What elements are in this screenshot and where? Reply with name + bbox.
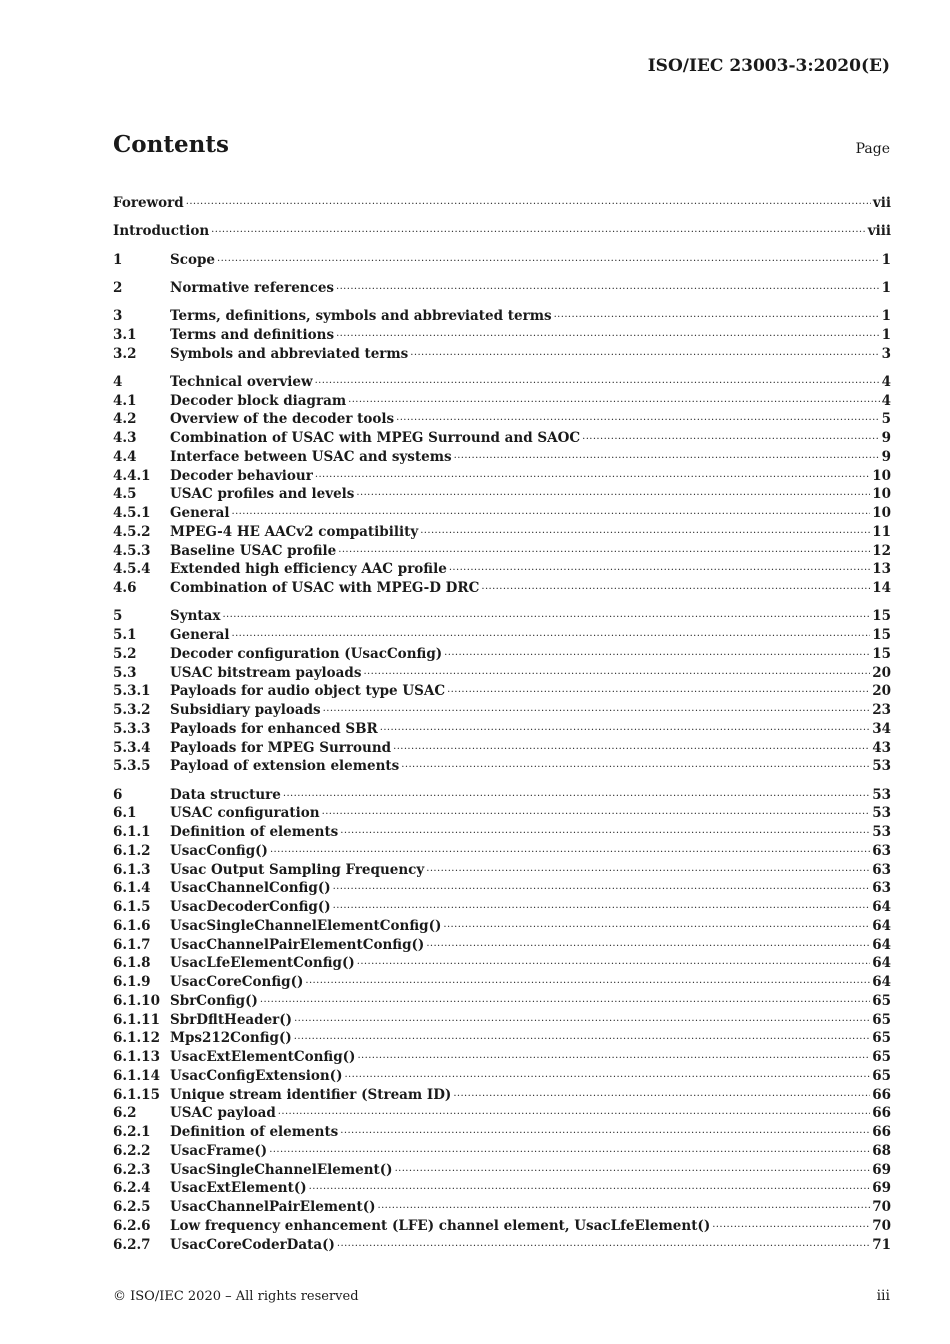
toc-entry[interactable]: [113, 1160, 891, 1179]
toc-entry-title[interactable]: USAC configuration: [170, 805, 320, 822]
toc-dot-leader: [393, 738, 870, 752]
toc-entry-page[interactable]: 1: [881, 251, 891, 268]
toc-dot-leader: [336, 325, 880, 339]
toc-entry-title[interactable]: Baseline USAC profile: [170, 542, 337, 559]
toc-entry[interactable]: [113, 935, 891, 954]
toc-entry[interactable]: [113, 484, 891, 503]
toc-dot-leader: [294, 1010, 870, 1024]
toc-entry[interactable]: [113, 306, 891, 325]
toc-entry[interactable]: [113, 578, 891, 597]
toc-entry[interactable]: [113, 1066, 891, 1085]
toc-entry-number: 6.1.12: [113, 1030, 160, 1047]
toc-entry-number: 4.5.4: [113, 561, 151, 578]
toc-entry-page[interactable]: 53: [872, 758, 891, 775]
toc-entry-number: 6.1.4: [113, 880, 151, 897]
toc-entry-title[interactable]: SbrDfltHeader(): [170, 1011, 293, 1028]
toc-dot-leader: [338, 541, 870, 555]
toc-entry[interactable]: [113, 663, 891, 682]
toc-dot-leader: [211, 221, 866, 235]
page-column-label: Page: [855, 141, 890, 157]
toc-entry-title[interactable]: Data structure: [170, 786, 281, 803]
toc-entry[interactable]: [113, 700, 891, 719]
toc-entry-number: 6.1.9: [113, 974, 151, 990]
toc-dot-leader: [344, 1066, 870, 1080]
toc-entry-title[interactable]: UsacChannelPairElementConfig(): [170, 936, 425, 953]
toc-entry-page[interactable]: 43: [872, 739, 891, 756]
toc-entry[interactable]: [113, 841, 891, 860]
toc-entry-number: 3.1: [113, 326, 137, 343]
toc-entry-title[interactable]: Unique stream identifier (Stream ID): [170, 1086, 452, 1103]
toc-entry-title[interactable]: Payloads for MPEG Surround: [170, 739, 392, 756]
toc-entry[interactable]: [113, 822, 891, 841]
toc-entry-page[interactable]: 12: [872, 542, 891, 559]
toc-entry-page[interactable]: 65: [872, 1067, 891, 1084]
toc-dot-leader: [217, 250, 880, 264]
toc-dot-leader: [377, 1197, 870, 1211]
toc-entry-page[interactable]: 68: [872, 1142, 891, 1159]
toc-entry[interactable]: [113, 1197, 891, 1216]
toc-entry-number: 3: [113, 308, 123, 324]
toc-entry-page[interactable]: 10: [872, 486, 891, 503]
toc-entry-page[interactable]: 66: [872, 1086, 891, 1103]
toc-entry-number: 5.3.3: [113, 720, 151, 737]
toc-entry-title[interactable]: Low frequency enhancement (LFE) channel element, UsacLfeElement(): [170, 1217, 711, 1234]
toc-entry-page[interactable]: 69: [872, 1180, 891, 1197]
toc-entry-number: 5.3.5: [113, 758, 151, 775]
toc-entry-number: 1: [113, 251, 123, 268]
toc-entry[interactable]: [113, 1122, 891, 1141]
toc-entry-page[interactable]: 65: [872, 1030, 891, 1047]
toc-entry[interactable]: [113, 1235, 891, 1254]
toc-entry-page[interactable]: 65: [872, 1011, 891, 1028]
toc-entry-title[interactable]: UsacLfeElementConfig(): [170, 955, 355, 972]
toc-entry-number: 6.1.15: [113, 1086, 160, 1103]
toc-entry-title[interactable]: UsacChannelConfig(): [170, 880, 331, 897]
toc-entry-number: 5: [113, 608, 123, 625]
toc-entry-number: 6.1.6: [113, 917, 151, 934]
toc-entry[interactable]: [113, 278, 891, 297]
toc-entry[interactable]: [113, 803, 891, 822]
toc-dot-leader: [278, 1103, 870, 1117]
toc-entry-number: 6.1.14: [113, 1067, 160, 1084]
toc-entry-title[interactable]: Symbols and abbreviated terms: [170, 345, 409, 362]
toc-entry[interactable]: [113, 1103, 891, 1122]
toc-entry-title[interactable]: Interface between USAC and systems: [170, 448, 452, 465]
toc-dot-leader: [283, 785, 870, 799]
toc-entry-page[interactable]: 20: [872, 683, 891, 700]
toc-entry-number: 4.5: [113, 486, 137, 503]
toc-entry-page[interactable]: 63: [872, 861, 891, 878]
toc-dot-leader: [481, 578, 870, 592]
toc-entry-page[interactable]: 63: [872, 880, 891, 897]
toc-entry[interactable]: [113, 606, 891, 625]
toc-entry[interactable]: [113, 428, 891, 447]
toc-entry[interactable]: [113, 1085, 891, 1104]
toc-entry[interactable]: [113, 719, 891, 738]
toc-dot-leader: [305, 972, 870, 986]
toc-entry-title[interactable]: Scope: [170, 251, 216, 268]
toc-entry[interactable]: [113, 953, 891, 972]
toc-entry-page[interactable]: 15: [872, 627, 891, 643]
toc-entry-page[interactable]: viii: [867, 223, 891, 240]
toc-entry[interactable]: [113, 503, 891, 522]
toc-dot-leader: [395, 1160, 871, 1174]
toc-dot-leader: [269, 1141, 870, 1155]
toc-entry-page[interactable]: 69: [872, 1161, 891, 1178]
toc-entry-title[interactable]: UsacConfig(): [170, 842, 268, 859]
toc-dot-leader: [323, 700, 871, 714]
toc-entry-page[interactable]: 1: [881, 279, 891, 296]
toc-entry-title[interactable]: General: [170, 505, 230, 521]
toc-entry-page[interactable]: 70: [872, 1199, 891, 1215]
toc-entry-number: 6.2: [113, 1105, 137, 1122]
toc-entry-page[interactable]: 4: [881, 392, 891, 409]
toc-dot-leader: [322, 803, 871, 817]
toc-entry-page[interactable]: 23: [872, 702, 891, 718]
toc-entry-number: 4.4.1: [113, 467, 151, 484]
toc-entry-title[interactable]: Overview of the decoder tools: [170, 411, 395, 428]
toc-entry-page[interactable]: 5: [881, 411, 891, 428]
toc-entry-page[interactable]: 15: [872, 645, 891, 662]
toc-entry-page[interactable]: 14: [872, 580, 891, 596]
toc-entry-number: 6.1.5: [113, 899, 151, 915]
toc-entry-title[interactable]: Syntax: [170, 608, 221, 625]
toc-entry[interactable]: [113, 738, 891, 757]
toc-entry[interactable]: [113, 756, 891, 775]
toc-entry-title[interactable]: UsacSingleChannelElementConfig(): [170, 917, 442, 934]
toc-entry-number: 6.2.6: [113, 1217, 151, 1234]
table-of-contents: [113, 193, 891, 1253]
toc-entry-number: 4.5.1: [113, 505, 151, 521]
toc-entry-page[interactable]: 64: [872, 955, 891, 972]
toc-dot-leader: [426, 860, 870, 874]
toc-entry-page[interactable]: 20: [872, 664, 891, 681]
toc-entry-number: 5.3.1: [113, 683, 151, 700]
toc-entry[interactable]: [113, 325, 891, 344]
toc-dot-leader: [401, 756, 870, 770]
toc-entry[interactable]: [113, 1216, 891, 1235]
toc-entry-number: 5.3.4: [113, 739, 151, 756]
toc-entry-title[interactable]: Combination of USAC with MPEG-D DRC: [170, 580, 480, 596]
toc-dot-leader: [449, 559, 870, 573]
toc-dot-leader: [294, 1028, 870, 1042]
toc-entry-number: 4.1: [113, 392, 137, 409]
toc-dot-leader: [340, 822, 870, 836]
copyright-notice: © ISO/IEC 2020 – All rights reserved: [113, 1289, 359, 1304]
footer-page-number: iii: [876, 1288, 890, 1304]
toc-entry-title[interactable]: UsacSingleChannelElement(): [170, 1161, 393, 1178]
toc-entry-number: 6.2.5: [113, 1199, 151, 1215]
toc-entry-number: 2: [113, 279, 123, 296]
toc-entry-page[interactable]: 4: [881, 373, 891, 390]
toc-dot-leader: [426, 935, 870, 949]
toc-entry-page[interactable]: 10: [872, 467, 891, 484]
toc-entry[interactable]: [113, 878, 891, 897]
toc-entry-page[interactable]: 34: [872, 720, 891, 737]
toc-entry-number: 5.1: [113, 627, 137, 643]
toc-entry-title[interactable]: Usac Output Sampling Frequency: [170, 861, 425, 878]
toc-dot-leader: [315, 466, 870, 480]
toc-entry[interactable]: [113, 1178, 891, 1197]
toc-dot-leader: [380, 719, 870, 733]
toc-dot-leader: [363, 663, 870, 677]
toc-entry[interactable]: [113, 447, 891, 466]
toc-entry-number: 5.3: [113, 664, 137, 681]
toc-entry[interactable]: [113, 522, 891, 541]
toc-entry-page[interactable]: 65: [872, 1049, 891, 1065]
toc-entry-page[interactable]: 70: [872, 1217, 891, 1234]
toc-dot-leader: [270, 841, 870, 855]
toc-entry-page[interactable]: 65: [872, 992, 891, 1009]
toc-entry-title[interactable]: Normative references: [170, 279, 335, 296]
toc-entry-title[interactable]: Terms and definitions: [170, 326, 335, 343]
toc-entry-number: 6.1.11: [113, 1011, 160, 1028]
toc-dot-leader: [454, 447, 880, 461]
toc-entry-number: 6.1.10: [113, 992, 160, 1009]
toc-entry-title[interactable]: UsacExtElementConfig(): [170, 1049, 356, 1065]
toc-entry-number: 6.1.13: [113, 1049, 160, 1065]
toc-entry[interactable]: [113, 625, 891, 644]
toc-entry-title[interactable]: Terms, definitions, symbols and abbreviated terms: [170, 308, 552, 324]
toc-dot-leader: [447, 681, 870, 695]
toc-entry-title[interactable]: UsacCoreCoderData(): [170, 1236, 335, 1253]
toc-entry-title[interactable]: Definition of elements: [170, 1124, 339, 1140]
toc-entry-number: 6.1.3: [113, 861, 151, 878]
toc-dot-leader: [336, 278, 880, 292]
toc-dot-leader: [260, 991, 870, 1005]
toc-entry-page[interactable]: 64: [872, 899, 891, 915]
toc-entry-title[interactable]: Subsidiary payloads: [170, 702, 321, 718]
toc-dot-leader: [315, 372, 880, 386]
toc-entry-page[interactable]: 66: [872, 1124, 891, 1140]
toc-entry[interactable]: [113, 897, 891, 916]
toc-entry-number: 6.1.2: [113, 842, 151, 859]
toc-entry-number: 3.2: [113, 345, 137, 362]
toc-entry-page[interactable]: 1: [881, 326, 891, 343]
toc-entry-title[interactable]: Payloads for enhanced SBR: [170, 720, 378, 737]
toc-entry-page[interactable]: 64: [872, 917, 891, 934]
toc-entry-title[interactable]: SbrConfig(): [170, 992, 258, 1009]
toc-entry-title[interactable]: USAC profiles and levels: [170, 486, 355, 503]
toc-entry-number: 4.5.3: [113, 542, 151, 559]
toc-entry[interactable]: [113, 1047, 891, 1066]
toc-entry-page[interactable]: 9: [881, 448, 891, 465]
toc-entry-number: 6: [113, 786, 123, 803]
toc-entry-title[interactable]: UsacExtElement(): [170, 1180, 307, 1197]
toc-entry-title[interactable]: USAC payload: [170, 1105, 276, 1122]
toc-dot-leader: [444, 644, 870, 658]
toc-entry[interactable]: [113, 1028, 891, 1047]
toc-dot-leader: [348, 391, 879, 405]
toc-entry-number: 6.2.2: [113, 1142, 151, 1159]
toc-entry-number: 5.3.2: [113, 702, 151, 718]
toc-entry-number: 6.2.4: [113, 1180, 151, 1197]
toc-entry[interactable]: [113, 193, 891, 212]
toc-entry-page[interactable]: 1: [881, 308, 891, 324]
toc-entry-number: 6.2.3: [113, 1161, 151, 1178]
toc-entry-title[interactable]: USAC bitstream payloads: [170, 664, 362, 681]
toc-entry-page[interactable]: 66: [872, 1105, 891, 1122]
toc-entry-page[interactable]: 71: [872, 1236, 891, 1253]
toc-entry[interactable]: [113, 785, 891, 804]
toc-dot-leader: [453, 1085, 870, 1099]
toc-dot-leader: [222, 606, 870, 620]
toc-dot-leader: [443, 916, 870, 930]
toc-dot-leader: [186, 193, 871, 207]
toc-entry-page[interactable]: 64: [872, 974, 891, 990]
toc-entry-title[interactable]: Extended high efficiency AAC profile: [170, 561, 447, 578]
toc-entry-number: 4.2: [113, 411, 137, 428]
toc-entry[interactable]: [113, 1141, 891, 1160]
toc-entry-title[interactable]: MPEG-4 HE AACv2 compatibility: [170, 523, 419, 540]
toc-dot-leader: [712, 1216, 870, 1230]
toc-dot-leader: [357, 953, 870, 967]
toc-entry-title[interactable]: Payloads for audio object type USAC: [170, 683, 446, 700]
toc-entry-title[interactable]: UsacDecoderConfig(): [170, 899, 331, 915]
toc-dot-leader: [357, 1047, 870, 1061]
toc-entry-page[interactable]: 53: [872, 805, 891, 822]
toc-dot-leader: [582, 428, 879, 442]
toc-entry-page[interactable]: 13: [872, 561, 891, 578]
toc-entry-title[interactable]: UsacCoreConfig(): [170, 974, 304, 990]
toc-entry-title[interactable]: Mps212Config(): [170, 1030, 292, 1047]
toc-dot-leader: [356, 484, 870, 498]
toc-entry-page[interactable]: 53: [872, 824, 891, 840]
toc-entry[interactable]: [113, 916, 891, 935]
toc-entry[interactable]: [113, 681, 891, 700]
toc-entry-page[interactable]: 15: [872, 608, 891, 625]
toc-entry-title[interactable]: Definition of elements: [170, 824, 339, 840]
toc-entry-page[interactable]: vii: [872, 195, 891, 211]
toc-entry-page[interactable]: 11: [872, 523, 891, 540]
toc-entry[interactable]: [113, 372, 891, 391]
page-title: Contents: [113, 131, 229, 158]
toc-entry[interactable]: [113, 541, 891, 560]
toc-entry[interactable]: [113, 409, 891, 428]
toc-entry-page[interactable]: 53: [872, 786, 891, 803]
toc-dot-leader: [410, 344, 879, 358]
toc-entry[interactable]: [113, 466, 891, 485]
toc-dot-leader: [396, 409, 879, 423]
toc-entry-number: 6.2.1: [113, 1124, 151, 1140]
standard-identifier: ISO/IEC 23003-3:2020(E): [647, 56, 890, 76]
toc-entry-number: 6.1.1: [113, 824, 151, 840]
toc-entry[interactable]: [113, 344, 891, 363]
toc-entry-page[interactable]: 3: [881, 345, 891, 362]
toc-entry-title[interactable]: Combination of USAC with MPEG Surround and SAOC: [170, 430, 581, 446]
toc-entry-number: 4.4: [113, 448, 137, 465]
toc-entry-title[interactable]: Introduction: [113, 223, 210, 240]
toc-entry-title[interactable]: Decoder block diagram: [170, 392, 347, 409]
toc-entry-title[interactable]: UsacConfigExtension(): [170, 1067, 343, 1084]
toc-entry-page[interactable]: 9: [881, 430, 891, 446]
toc-entry-page[interactable]: 63: [872, 842, 891, 859]
toc-dot-leader: [232, 625, 871, 639]
toc-dot-leader: [232, 503, 871, 517]
toc-dot-leader: [554, 306, 880, 320]
toc-entry[interactable]: [113, 559, 891, 578]
toc-entry-title[interactable]: Payload of extension elements: [170, 758, 400, 775]
toc-dot-leader: [333, 897, 871, 911]
toc-entry-number: 5.2: [113, 645, 137, 662]
toc-entry[interactable]: [113, 1010, 891, 1029]
toc-entry-number: 6.2.7: [113, 1236, 151, 1253]
toc-entry[interactable]: [113, 972, 891, 991]
toc-entry-page[interactable]: 10: [872, 505, 891, 521]
toc-entry[interactable]: [113, 250, 891, 269]
toc-entry-number: 6.1: [113, 805, 137, 822]
toc-entry-page[interactable]: 64: [872, 936, 891, 953]
toc-dot-leader: [309, 1178, 871, 1192]
toc-dot-leader: [420, 522, 870, 536]
toc-entry-number: 6.1.8: [113, 955, 151, 972]
toc-entry-title[interactable]: Decoder behaviour: [170, 467, 313, 484]
toc-entry-number: 4.6: [113, 580, 137, 596]
toc-entry-title[interactable]: General: [170, 627, 230, 643]
toc-entry[interactable]: [113, 391, 891, 410]
toc-dot-leader: [340, 1122, 870, 1136]
toc-entry-title[interactable]: Foreword: [113, 195, 184, 211]
toc-entry[interactable]: [113, 860, 891, 879]
toc-entry-number: 4: [113, 373, 123, 390]
toc-entry-number: 4.3: [113, 430, 137, 446]
toc-dot-leader: [333, 878, 871, 892]
toc-entry-number: 4.5.2: [113, 523, 151, 540]
toc-dot-leader: [337, 1235, 870, 1249]
toc-entry-number: 6.1.7: [113, 936, 151, 953]
toc-entry[interactable]: [113, 221, 891, 240]
toc-entry-title[interactable]: UsacChannelPairElement(): [170, 1199, 376, 1215]
toc-entry[interactable]: [113, 991, 891, 1010]
toc-entry-title[interactable]: UsacFrame(): [170, 1142, 268, 1159]
toc-entry-title[interactable]: Decoder configuration (UsacConfig): [170, 645, 443, 662]
toc-entry[interactable]: [113, 644, 891, 663]
toc-entry-title[interactable]: Technical overview: [170, 373, 313, 390]
